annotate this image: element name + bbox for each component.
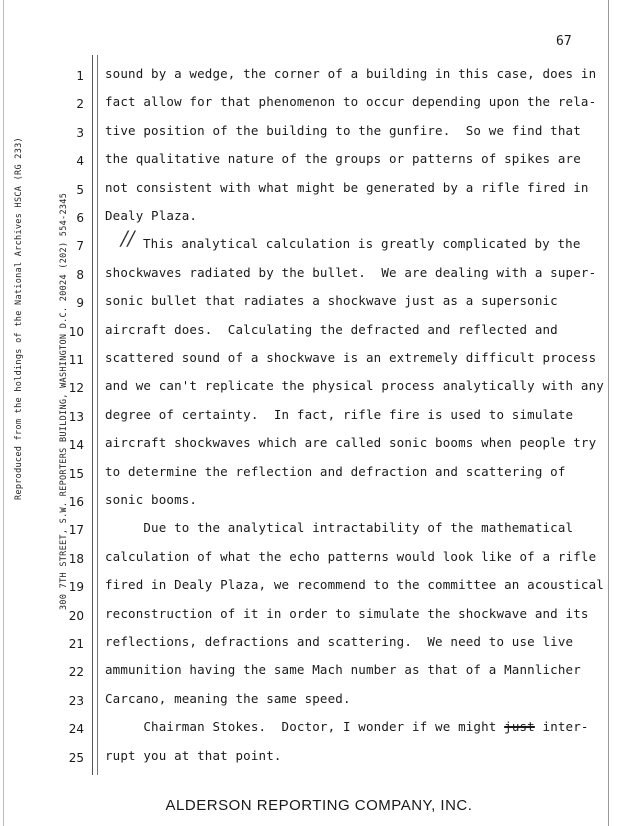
line-text-segment: inter- [534, 719, 589, 735]
line-number: 1 [76, 69, 84, 83]
line-number: 12 [68, 381, 84, 396]
line-text: This analytical calculation is greatly complicated by the [143, 236, 581, 252]
transcript-line [0, 265, 608, 293]
line-number: 18 [68, 551, 84, 566]
transcript-line [0, 662, 608, 690]
page-number: 67 [556, 34, 572, 49]
transcript-line [0, 492, 608, 520]
line-text: and we can't replicate the physical process analytically with any [105, 378, 604, 394]
line-number: 22 [68, 665, 84, 680]
archive-stamp: Reproduced from the holdings of the National Archives HSCA (RG 233) [14, 137, 24, 500]
line-text: sound by a wedge, the corner of a building in this case, does in [105, 66, 597, 81]
line-text [105, 719, 589, 734]
line-text: aircraft does. Calculating the defracted and reflected and [105, 321, 558, 337]
transcript-line [0, 123, 608, 151]
line-text: scattered sound of a shockwave is an extremely difficult process [105, 350, 597, 365]
line-text: calculation of what the echo patterns would look like of a rifle [105, 548, 597, 564]
transcript-line [0, 464, 608, 492]
transcript-line [0, 719, 608, 747]
line-text: fact allow for that phenomenon to occur depending upon the rela- [105, 94, 597, 110]
line-number: 6 [76, 211, 84, 225]
line-text: reconstruction of it in order to simulate the shockwave and its [105, 605, 589, 621]
footer-company: ALDERSON REPORTING COMPANY, INC. [165, 797, 473, 814]
transcript-line [0, 634, 608, 662]
transcript-line [0, 435, 608, 463]
line-number: 4 [76, 154, 84, 169]
line-number: 20 [68, 608, 84, 623]
transcript-line [0, 350, 608, 378]
line-number: 17 [68, 523, 84, 538]
transcript-line [0, 236, 608, 264]
transcript-line [0, 151, 608, 179]
line-text: Due to the analytical intractability of the mathematical [105, 520, 574, 536]
line-text: shockwaves radiated by the bullet. We are dealing with a super- [105, 264, 597, 280]
transcript-line [0, 322, 608, 350]
paragraph-mark-icon: // [121, 226, 135, 250]
line-number: 9 [76, 296, 84, 311]
reporter-address: 300 7TH STREET, S.W. REPORTERS BUILDING, WASHINGTON D.C. 20024 (202) 554-2345 [59, 192, 69, 610]
line-number: 15 [68, 466, 84, 481]
line-text: to determine the reflection and defraction and scattering of [105, 463, 566, 479]
line-text: degree of certainty. In fact, rifle fire is used to simulate [105, 406, 574, 422]
transcript-line [0, 66, 608, 94]
transcript-line [0, 407, 608, 435]
line-number: 5 [76, 182, 84, 197]
line-text: fired in Dealy Plaza, we recommend to the committee an acoustical [105, 577, 604, 593]
transcript-line [0, 94, 608, 122]
line-text: the qualitative nature of the groups or patterns of spikes are [105, 151, 581, 167]
transcript-line [0, 378, 608, 406]
line-number: 11 [68, 353, 84, 367]
transcript-line [0, 606, 608, 634]
transcript-line [0, 180, 608, 208]
line-text: ammunition having the same Mach number as that of a Mannlicher [105, 662, 581, 678]
line-text: reflections, defractions and scattering. We need to use live [105, 634, 574, 649]
line-text: sonic bullet that radiates a shockwave just as a supersonic [105, 293, 558, 309]
transcript-line [0, 691, 608, 719]
line-number: 19 [68, 580, 84, 595]
line-text: not consistent with what might be generated by a rifle fired in [105, 179, 589, 195]
line-number: 13 [68, 409, 84, 424]
line-number: 3 [76, 125, 84, 140]
transcript-line [0, 208, 608, 236]
struck-word: just [504, 719, 535, 735]
line-number: 23 [68, 693, 84, 708]
line-number: 21 [68, 637, 84, 651]
line-text: Dealy Plaza. [105, 208, 198, 223]
line-text: tive position of the building to the gunfire. So we find that [105, 122, 581, 138]
line-number: 25 [68, 750, 84, 765]
transcript-line [0, 748, 608, 776]
transcript-line [0, 293, 608, 321]
line-text-segment: Chairman Stokes. Doctor, I wonder if we might [105, 719, 505, 735]
line-number: 10 [68, 324, 84, 339]
transcript-line [0, 549, 608, 577]
line-number: 16 [68, 495, 84, 509]
line-number: 24 [68, 722, 84, 737]
line-text: Carcano, meaning the same speed. [105, 690, 351, 706]
line-number: 14 [68, 438, 84, 453]
line-text: aircraft shockwaves which are called sonic booms when people try [105, 435, 597, 451]
transcript-line [0, 520, 608, 548]
transcript-line [0, 577, 608, 605]
line-number: 7 [76, 239, 84, 254]
line-text: rupt you at that point. [105, 747, 282, 763]
line-number: 8 [76, 267, 84, 282]
line-number: 2 [76, 97, 84, 112]
page-right-edge [608, 0, 609, 826]
line-text: sonic booms. [105, 492, 198, 507]
